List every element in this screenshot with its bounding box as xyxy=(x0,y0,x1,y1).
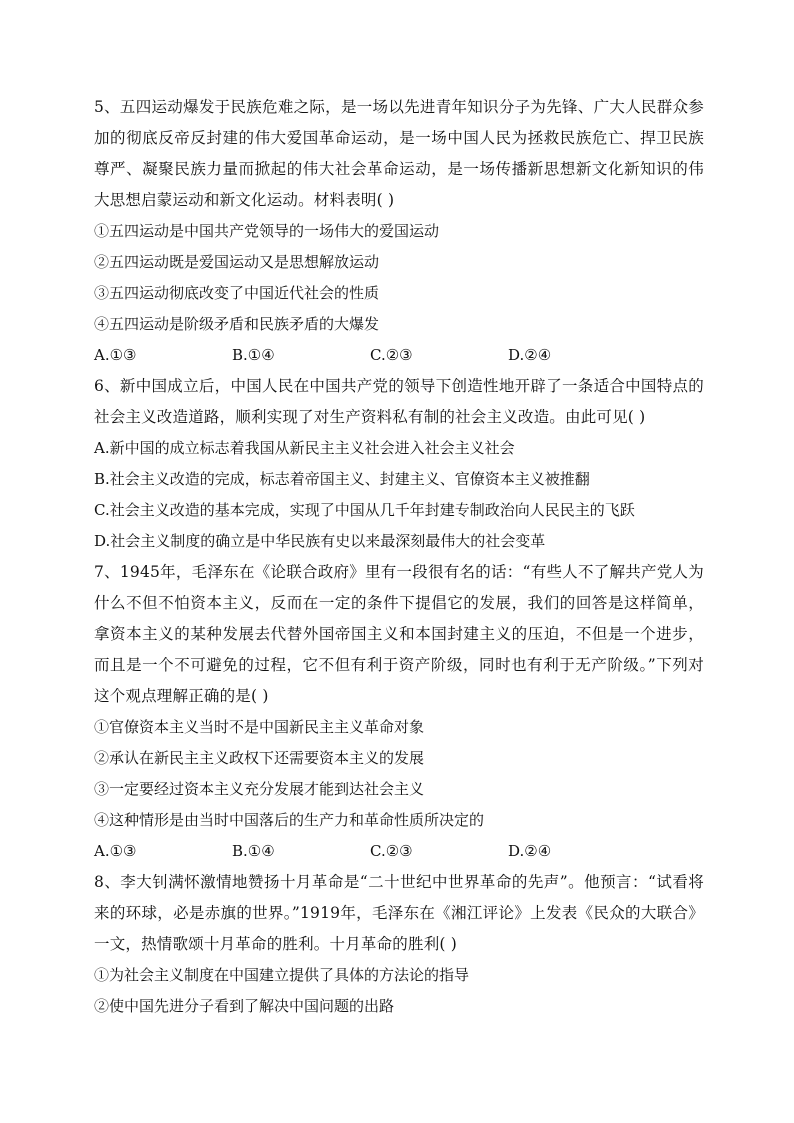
choice-d[interactable]: D.②④ xyxy=(508,346,552,364)
statement-1: ①五四运动是中国共产党领导的一场伟大的爱国运动 xyxy=(94,222,440,240)
statement-1: ①官僚资本主义当时不是中国新民主主义革命对象 xyxy=(94,718,425,736)
question-7 xyxy=(94,557,704,867)
statement-2: ②承认在新民主主义政权下还需要资本主义的发展 xyxy=(94,749,425,767)
statement-3: ③五四运动彻底改变了中国近代社会的性质 xyxy=(94,284,380,302)
statement-2: ②五四运动既是爱国运动又是思想解放运动 xyxy=(94,253,380,271)
exam-page xyxy=(94,92,704,1022)
choice-b[interactable]: B.①④ xyxy=(232,842,275,860)
choice-c[interactable]: C.②③ xyxy=(370,346,413,364)
statement-3: ③一定要经过资本主义充分发展才能到达社会主义 xyxy=(94,780,425,798)
statement-2: ②使中国先进分子看到了解决中国问题的出路 xyxy=(94,997,395,1015)
statement-4: ④五四运动是阶级矛盾和民族矛盾的大爆发 xyxy=(94,315,380,333)
question-6 xyxy=(94,371,704,557)
option-b[interactable]: B.社会主义改造的完成，标志着帝国主义、封建主义、官僚资本主义被推翻 xyxy=(94,470,590,488)
choice-b[interactable]: B.①④ xyxy=(232,346,275,364)
option-d[interactable]: D.社会主义制度的确立是中华民族有史以来最深刻最伟大的社会变革 xyxy=(94,532,546,550)
answer-choices xyxy=(94,836,704,867)
question-stem: 8、李大钊满怀激情地赞扬十月革命是“二十世纪中世界革命的先声”。他预言：“试看将来的环球，必是赤旗的世界。”1919年，毛泽东在《湘江评论》上发表《民众的大联合》一文，热情歌颂十月革命的胜利。十月革命的胜利( ) xyxy=(94,873,704,953)
question-stem: 5、五四运动爆发于民族危难之际，是一场以先进青年知识分子为先锋、广大人民群众参加的彻底反帝反封建的伟大爱国革命运动，是一场中国人民为拯救民族危亡、捍卫民族尊严、凝聚民族力量而掀起的伟大社会革命运动，是一场传播新思想新文化新知识的伟大思想启蒙运动和新文化运动。材料表明( ) xyxy=(94,98,704,209)
question-stem: 6、新中国成立后，中国人民在中国共产党的领导下创造性地开辟了一条适合中国特点的社会主义改造道路，顺利实现了对生产资料私有制的社会主义改造。由此可见( ) xyxy=(94,377,704,426)
choice-a[interactable]: A.①③ xyxy=(94,842,137,860)
question-5 xyxy=(94,92,704,371)
option-a[interactable]: A.新中国的成立标志着我国从新民主主义社会进入社会主义社会 xyxy=(94,439,515,457)
question-8 xyxy=(94,867,704,1022)
option-c[interactable]: C.社会主义改造的基本完成，实现了中国从几千年封建专制政治向人民民主的飞跃 xyxy=(94,501,635,519)
question-stem: 7、1945年，毛泽东在《论联合政府》里有一段很有名的话：“有些人不了解共产党人为什么不但不怕资本主义，反而在一定的条件下提倡它的发展，我们的回答是这样简单，拿资本主义的某种发展去代替外国帝国主义和本国封建主义的压迫，不但是一个进步，而且是一个不可避免的过程，它不但有利于资产阶级，同时也有利于无产阶级。”下列对这个观点理解正确的是( ) xyxy=(94,563,704,705)
answer-choices xyxy=(94,340,704,371)
statement-4: ④这种情形是由当时中国落后的生产力和革命性质所决定的 xyxy=(94,811,485,829)
choice-c[interactable]: C.②③ xyxy=(370,842,413,860)
statement-1: ①为社会主义制度在中国建立提供了具体的方法论的指导 xyxy=(94,966,470,984)
choice-d[interactable]: D.②④ xyxy=(508,842,552,860)
choice-a[interactable]: A.①③ xyxy=(94,346,137,364)
